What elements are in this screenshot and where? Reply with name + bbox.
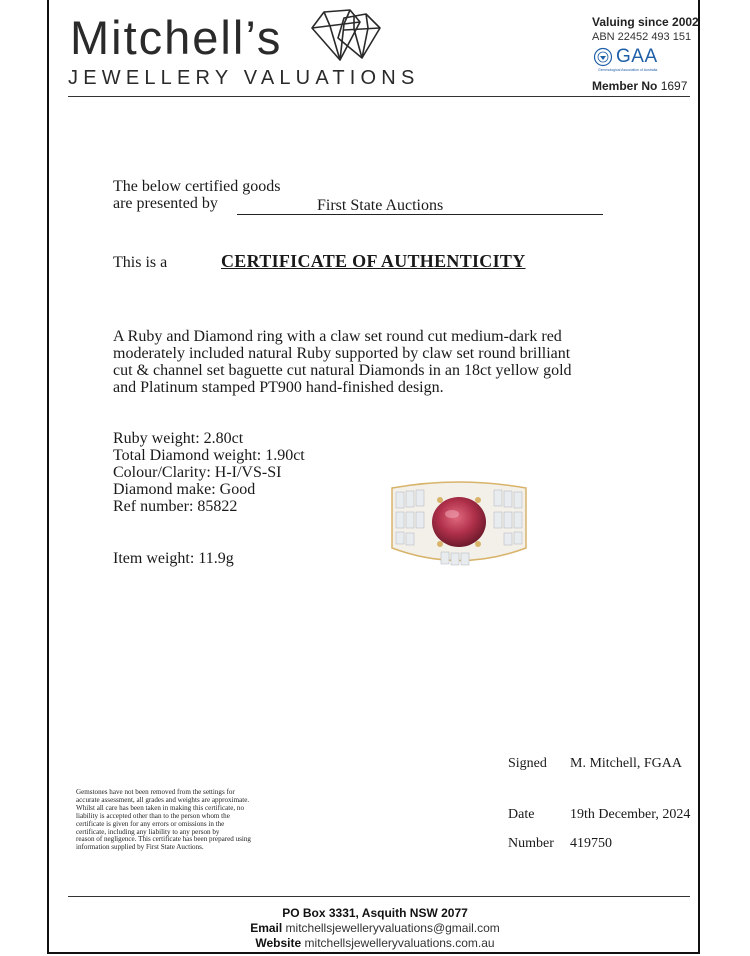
footer-address: PO Box 3331, Asquith NSW 2077: [282, 906, 468, 920]
abn-number: ABN 22452 493 151: [592, 31, 692, 43]
header-credentials: [592, 15, 699, 43]
gaa-fullname: Gemmological Association of Australia: [598, 68, 658, 72]
gaa-label: GAA: [616, 46, 658, 67]
member-number: Member No 1697: [592, 79, 688, 93]
item-weight: Item weight: 11.9g: [113, 550, 234, 567]
date-label: Date: [508, 807, 535, 822]
presenter-name: First State Auctions: [317, 197, 444, 214]
valuing-since: Valuing since 2002: [592, 15, 699, 29]
brand-subtitle: JEWELLERY VALUATIONS: [68, 67, 420, 89]
header-divider: [68, 96, 690, 97]
number-label: Number: [508, 836, 554, 851]
brand-logo-text: Mitchell’s: [70, 11, 283, 64]
ring-photo: [386, 478, 532, 570]
diamond-weight: Total Diamond weight: 1.90ct: [113, 447, 305, 464]
ref-number: Ref number: 85822: [113, 498, 238, 515]
item-description: A Ruby and Diamond ring with a claw set round cut medium-dark red moderately included natural Ruby supported by claw set round brilliant cut & channel set baguette cut natural Diamonds in an 18ct yellow gold and Platinum stamped PT900 hand-finished design.: [113, 328, 572, 396]
gaa-seal-icon: [593, 47, 613, 67]
diamond-logo-icon: [308, 8, 382, 64]
signed-label: Signed: [508, 756, 547, 771]
footer-email: Email mitchellsjewelleryvaluations@gmail.com: [250, 921, 500, 935]
presenter-underline: [237, 214, 603, 215]
item-details: [113, 430, 305, 515]
number-value: 419750: [570, 836, 612, 851]
email-link[interactable]: mitchellsjewelleryvaluations@gmail.com: [285, 921, 500, 935]
colour-clarity: Colour/Clarity: H-I/VS-SI: [113, 464, 282, 481]
certificate-title: CERTIFICATE OF AUTHENTICITY: [221, 251, 526, 271]
website-link[interactable]: mitchellsjewelleryvaluations.com.au: [304, 936, 495, 950]
signed-value: M. Mitchell, FGAA: [570, 756, 682, 771]
this-is-label: This is a: [113, 254, 168, 271]
ruby-weight: Ruby weight: 2.80ct: [113, 430, 244, 447]
disclaimer-text: Gemstones have not been removed from the settings for accurate assessment, all grades and weights are approximate. Whilst all care has been taken in making this certificate, no liability is accepted other than to the person whom the certificate is given for any errors or omissions in the certificate, including any liability to any person by reason of negligence. This certificate has been prepared using information supplied by First State Auctions.: [76, 788, 251, 852]
date-value: 19th December, 2024: [570, 807, 691, 822]
diamond-make: Diamond make: Good: [113, 481, 256, 498]
footer-website: Website mitchellsjewelleryvaluations.com.au: [255, 936, 495, 950]
intro-text: The below certified goods are presented by: [113, 178, 281, 212]
footer-divider: [68, 896, 690, 897]
gaa-badge: [593, 46, 658, 68]
